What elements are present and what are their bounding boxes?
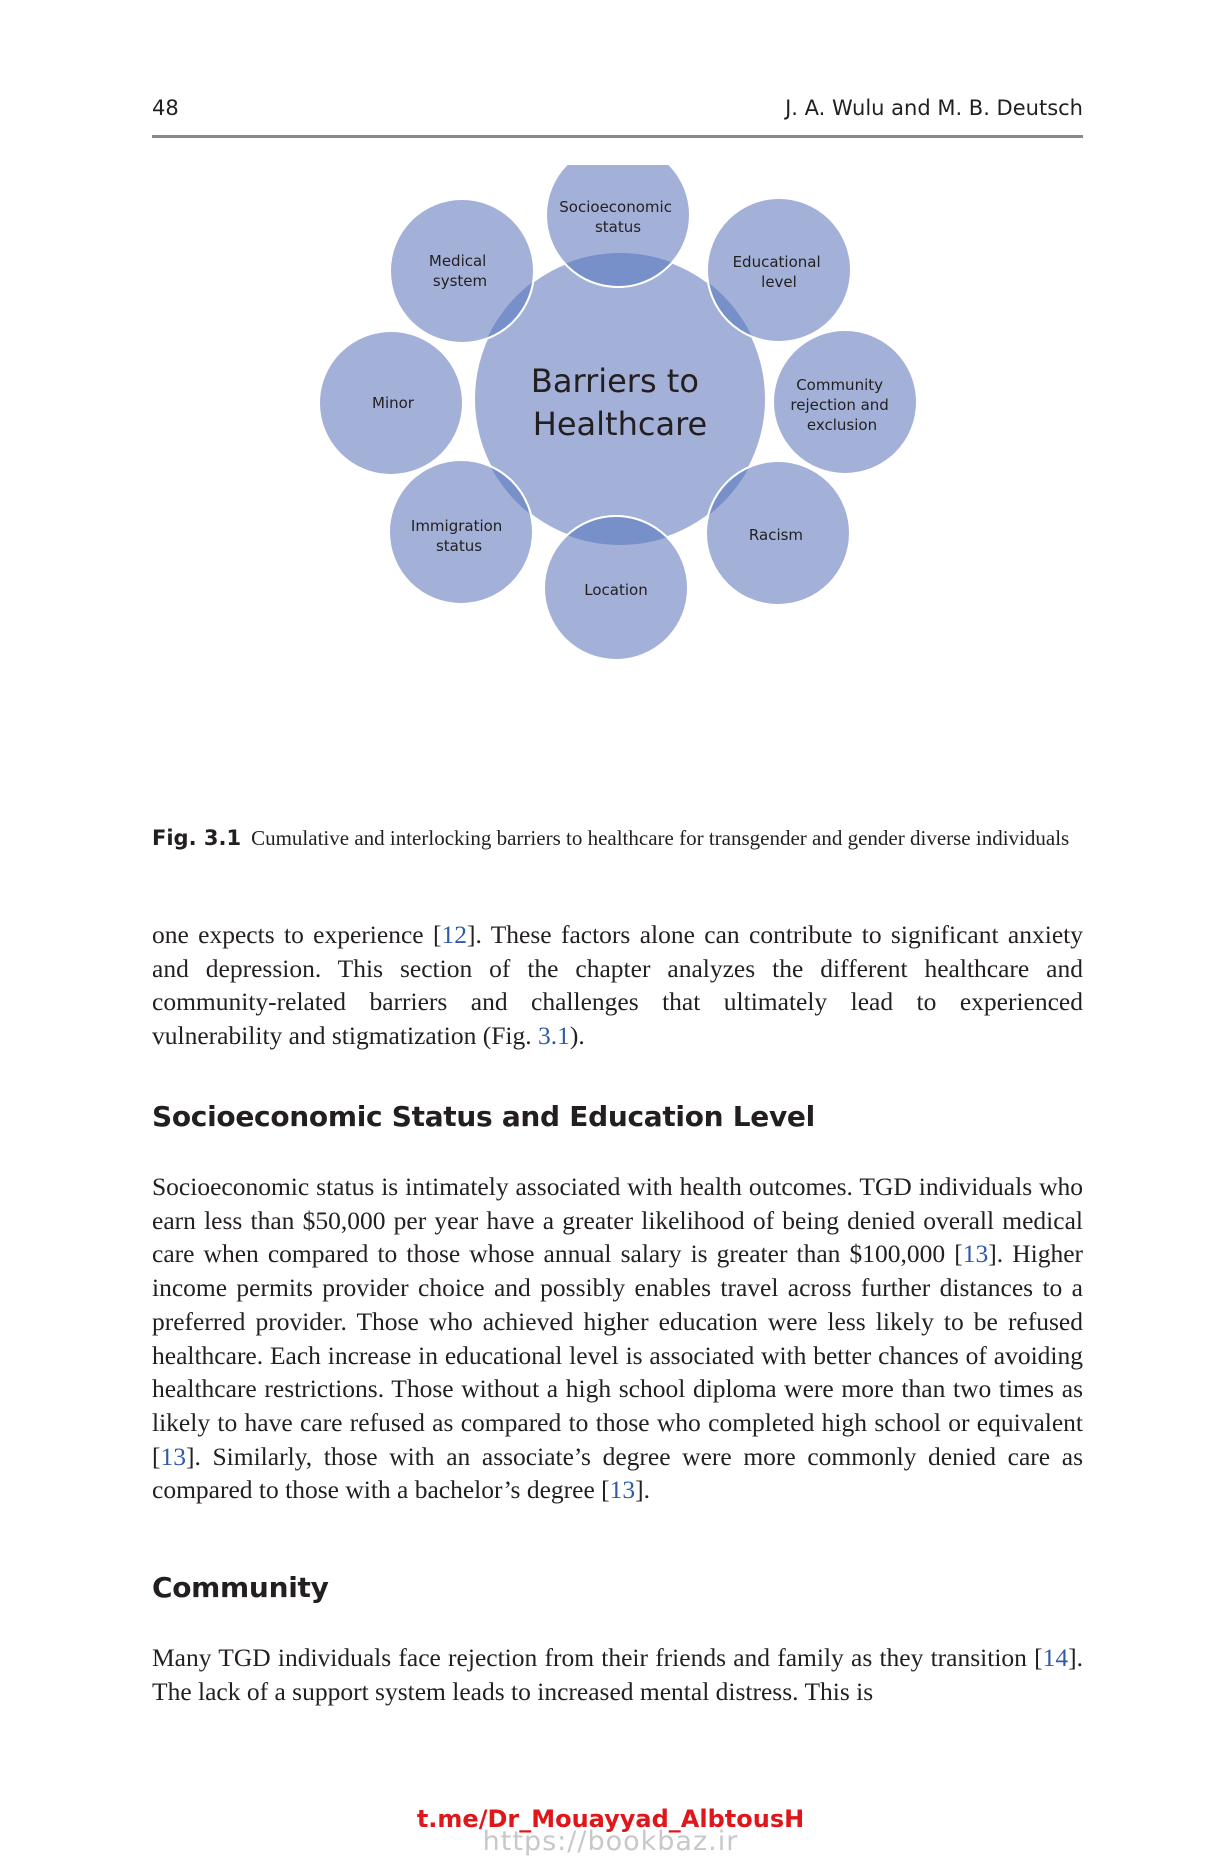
citation-link[interactable]: 13 (160, 1441, 186, 1471)
para1-text-b: ]. These factors alone can contribute to significant anxiety and depression. This section of the chapter analyzes the different healthcare and community-related barriers and challenges that ultimately lead to experienced vulnerability and stigmatization (Fig. (152, 920, 1083, 1051)
para3-text-a: Many TGD individuals face rejection from their friends and family as they transition [ (152, 1643, 1043, 1672)
node-label-racism: Racism (748, 526, 804, 544)
node-label-immigration: Immigration status (410, 517, 503, 555)
figure-reference-link[interactable]: 3.1 (537, 1021, 570, 1051)
figure-caption (152, 824, 1083, 852)
body-paragraph-2 (152, 1170, 1083, 1507)
running-head: J. A. Wulu and M. B. Deutsch (785, 96, 1083, 120)
figure-caption-text: Cumulative and interlocking barriers to healthcare for transgender and gender diverse individuals (251, 826, 1070, 850)
para3-text-b: ]. The lack of a support system leads to increased mental distress. This is (152, 1643, 1083, 1706)
node-label-socioeconomic: Socioeconomic status (559, 198, 672, 236)
site-watermark: https://bookbaz.ir (482, 1826, 739, 1857)
telegram-watermark: t.me/Dr_Mouayyad_AlbtousH (416, 1805, 805, 1833)
para1-text-a: one expects to experience [ (152, 920, 442, 949)
node-label-educational: Educational level (732, 253, 821, 291)
citation-link[interactable]: 14 (1042, 1643, 1069, 1672)
section-heading-socioeconomic: Socioeconomic Status and Education Level (152, 1100, 815, 1133)
center-label: Barriers to Healthcare (530, 362, 708, 443)
page-number: 48 (152, 96, 179, 120)
figure-caption-label: Fig. 3.1 (152, 826, 242, 850)
citation-link[interactable]: 12 (441, 920, 467, 949)
section-heading-community: Community (152, 1571, 329, 1604)
para1-text-c: ). (569, 1021, 585, 1051)
para2-text-c: ]. Similarly, those with an associate’s degree were more commonly denied care as compared to those with a bachelor’s degree [ (152, 1441, 1083, 1505)
header-rule (152, 135, 1083, 138)
node-label-medical: Medical system (428, 252, 488, 290)
citation-link[interactable]: 13 (609, 1475, 636, 1505)
node-label-location: Location (584, 581, 648, 599)
para2-text-b: ]. Higher income permits provider choice and possibly enables travel across further distances to a preferred provider. Those who achieved higher education were less likely to be refused healthcare. Each increase in educational level is associated with better chances of avoiding healthcare restrictions. Those without a high school diploma were more than two times as likely to have care refused as compared to those who completed high school or equivalent [ (152, 1239, 1083, 1471)
para2-text-d: ]. (635, 1475, 651, 1505)
para2-text-a: Socioeconomic status is intimately associated with health outcomes. TGD individuals who earn less than $50,000 per year have a greater likelihood of being denied overall medical care when compared to those whose annual salary is greater than $100,000 [ (152, 1172, 1083, 1269)
node-label-minor: Minor (372, 394, 414, 412)
node-label-community: Community rejection and exclusion (790, 376, 889, 434)
body-paragraph-1 (152, 918, 1083, 1053)
barriers-diagram (300, 165, 940, 805)
citation-link[interactable]: 13 (962, 1239, 989, 1269)
barriers-diagram-svg (300, 165, 940, 805)
body-paragraph-3 (152, 1641, 1083, 1708)
